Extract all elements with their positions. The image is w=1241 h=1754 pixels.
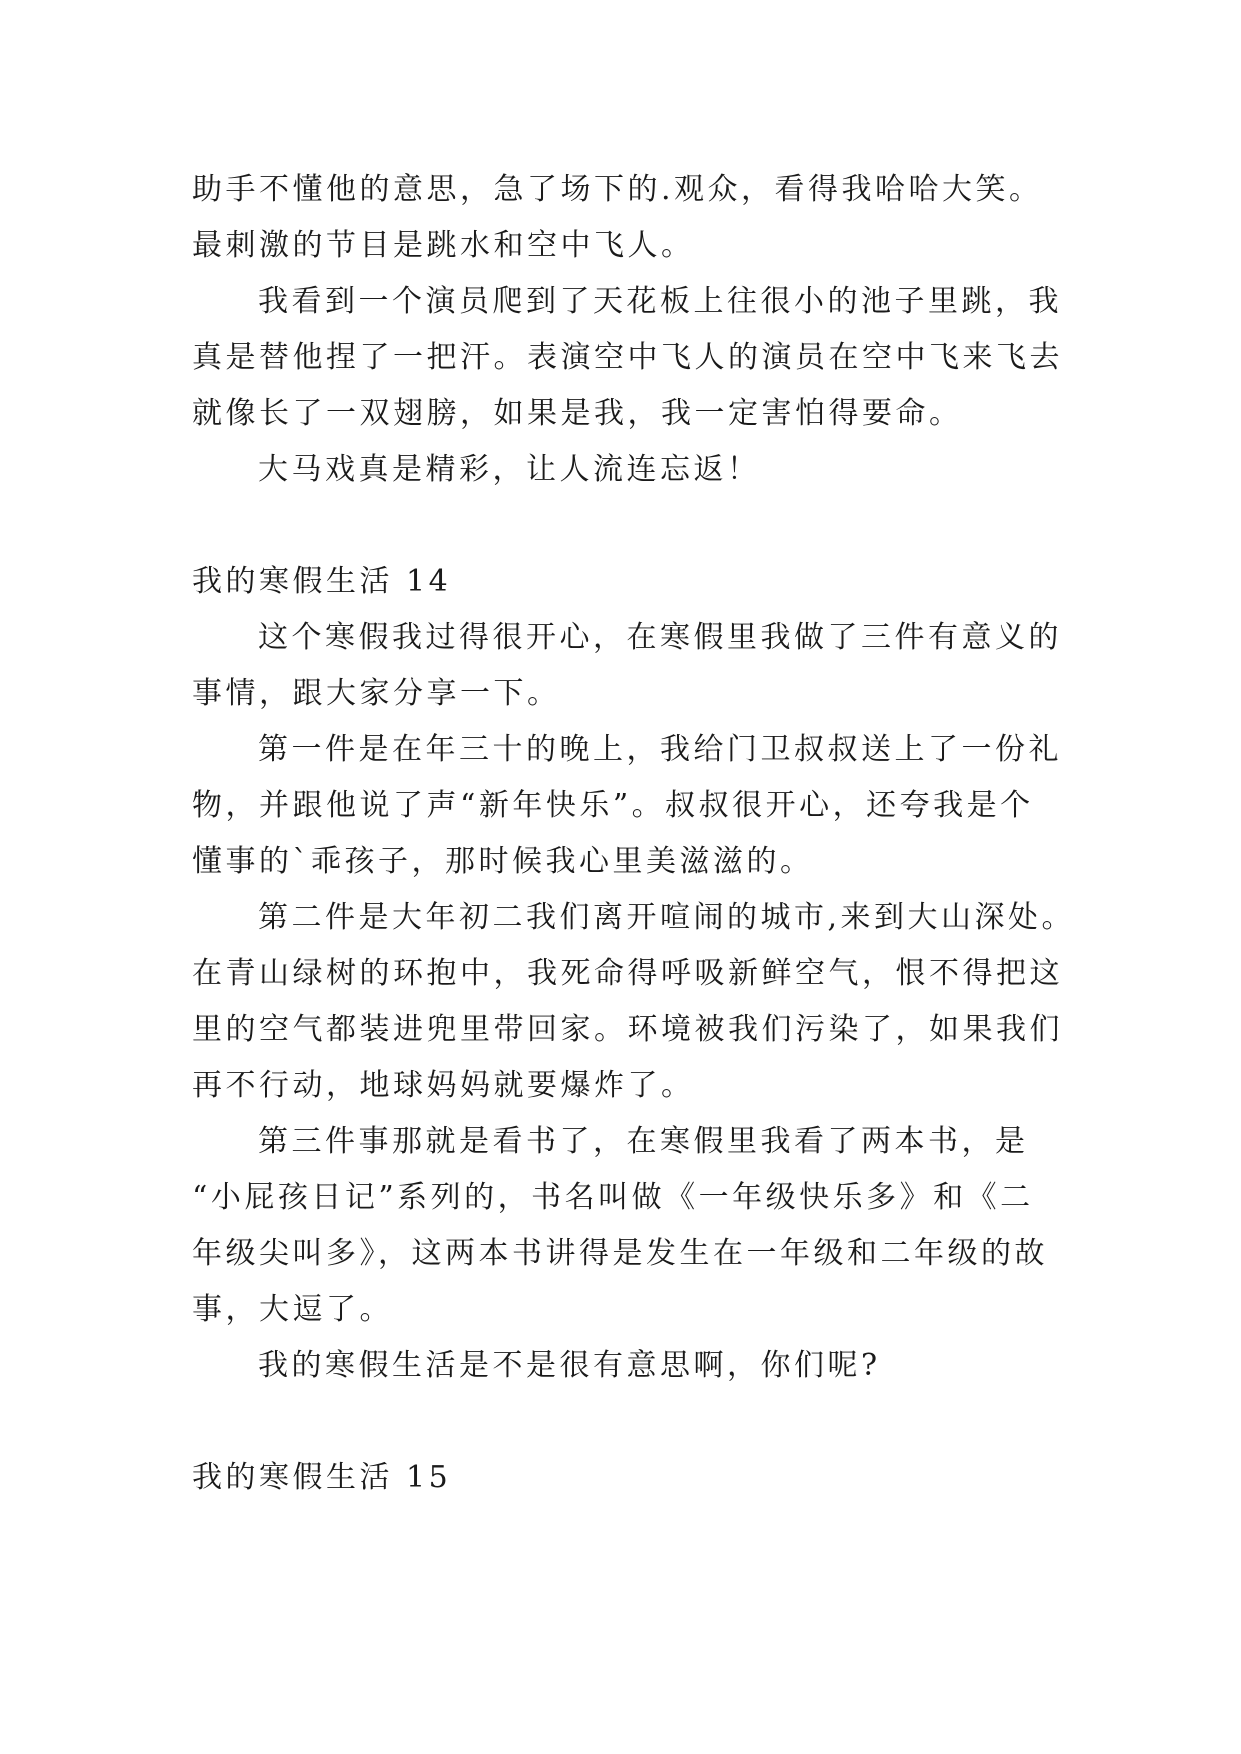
document-body <box>192 162 1076 1506</box>
text-line: 真是替他捏了一把汗。表演空中飞人的演员在空中飞来飞去 <box>192 340 1063 375</box>
section-heading: 我的寒假生活 15 <box>192 1460 452 1495</box>
paragraph-start: 第二件是大年初二我们离开喧闹的城市,来到大山深处。 <box>258 900 1076 935</box>
text-line: 最刺激的节目是跳水和空中飞人。 <box>192 228 695 263</box>
text-line: 再不行动，地球妈妈就要爆炸了。 <box>192 1068 695 1103</box>
text-line: 里的空气都装进兜里带回家。环境被我们污染了，如果我们 <box>192 1012 1063 1047</box>
text-line: 事情，跟大家分享一下。 <box>192 676 561 711</box>
text-line: 在青山绿树的环抱中，我死命得呼吸新鲜空气，恨不得把这 <box>192 956 1063 991</box>
text-line: 物，并跟他说了声“新年快乐”。叔叔很开心，还夸我是个 <box>192 788 1034 823</box>
paragraph-start: 大马戏真是精彩，让人流连忘返！ <box>258 452 761 487</box>
text-line: 事，大逗了。 <box>192 1292 393 1327</box>
paragraph-start: 我看到一个演员爬到了天花板上往很小的池子里跳，我 <box>258 284 1062 319</box>
text-line: 懂事的`乖孩子，那时候我心里美滋滋的。 <box>192 844 814 879</box>
text-line: “小屁孩日记”系列的，书名叫做《一年级快乐多》和《二 <box>192 1180 1034 1215</box>
text-line: 助手不懂他的意思，急了场下的.观众，看得我哈哈大笑。 <box>192 172 1043 207</box>
text-line: 年级尖叫多》，这两本书讲得是发生在一年级和二年级的故 <box>192 1236 1048 1271</box>
paragraph-start: 第三件事那就是看书了，在寒假里我看了两本书，是 <box>258 1124 1029 1159</box>
section-gap <box>192 1394 1060 1450</box>
paragraph-start: 第一件是在年三十的晚上，我给门卫叔叔送上了一份礼 <box>258 732 1062 767</box>
text-line: 就像长了一双翅膀，如果是我，我一定害怕得要命。 <box>192 396 963 431</box>
paragraph-start: 这个寒假我过得很开心，在寒假里我做了三件有意义的 <box>258 620 1062 655</box>
section-gap <box>192 498 1060 554</box>
paragraph-start: 我的寒假生活是不是很有意思啊，你们呢? <box>258 1348 881 1383</box>
section-heading: 我的寒假生活 14 <box>192 564 452 599</box>
